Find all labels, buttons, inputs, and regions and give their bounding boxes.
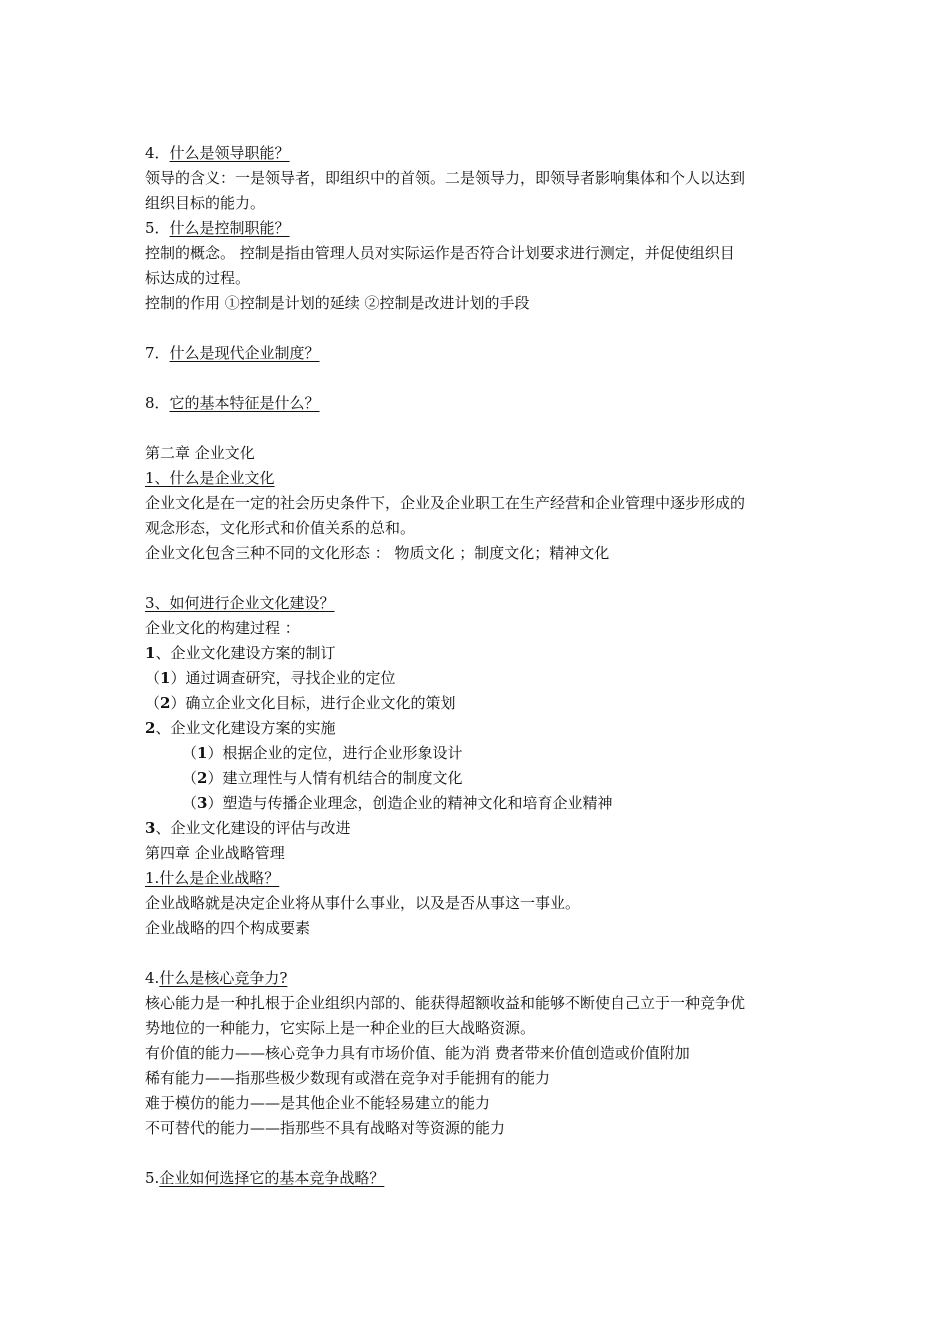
paragraph-line: 核心能力是一种扎根于企业组织内部的、能获得超额收益和能够不断使自己立于一种竞争优: [145, 994, 746, 1012]
question-7: 7．什么是现代企业制度？: [145, 344, 320, 362]
section-heading: 1.什么是企业战略？: [145, 869, 280, 887]
list-item: （1）通过调查研究，寻找企业的定位: [145, 669, 396, 687]
paragraph-line: 企业文化是在一定的社会历史条件下，企业及企业职工在生产经营和企业管理中逐步形成的: [145, 494, 746, 512]
paragraph-line: 难于模仿的能力——是其他企业不能轻易建立的能力: [145, 1094, 491, 1112]
question-4: 4．什么是领导职能？: [145, 144, 290, 162]
paragraph-line: 企业文化的构建过程 ：: [145, 619, 300, 637]
question-8: 8．它的基本特征是什么？: [145, 394, 320, 412]
paragraph-line: 有价值的能力——核心竞争力具有市场价值、能为消 费者带来价值创造或价值附加: [145, 1044, 690, 1062]
section-heading: 3、如何进行企业文化建设？: [145, 594, 335, 612]
list-item: （2）确立企业文化目标，进行企业文化的策划: [145, 694, 456, 712]
paragraph-line: 组织目标的能力。: [145, 194, 266, 212]
list-item: 1、企业文化建设方案的制订: [145, 644, 336, 662]
section-heading: 1、什么是企业文化: [145, 469, 275, 487]
list-item: （3）塑造与传播企业理念，创造企业的精神文化和培育企业精神: [182, 794, 613, 812]
paragraph-line: 企业战略的四个构成要素: [145, 919, 311, 937]
paragraph-line: 稀有能力——指那些极少数现有或潜在竞争对手能拥有的能力: [145, 1069, 551, 1087]
paragraph-line: 企业文化包含三种不同的文化形态 ： 物质文化 ；制度文化；精神文化: [145, 544, 610, 562]
chapter-heading: 第二章 企业文化: [145, 444, 255, 462]
question-5: 5．什么是控制职能？: [145, 219, 290, 237]
question-4-core: 4.什么是核心竞争力?: [145, 969, 288, 987]
chapter-heading: 第四章 企业战略管理: [145, 844, 285, 862]
paragraph-line: 企业战略就是决定企业将从事什么事业，以及是否从事这一事业。: [145, 894, 581, 912]
paragraph-line: 领导的含义：一是领导者，即组织中的首领。二是领导力，即领导者影响集体和个人以达到: [145, 169, 746, 187]
list-item: （2）建立理性与人情有机结合的制度文化: [182, 769, 463, 787]
paragraph-line: 控制的作用 ①控制是计划的延续 ②控制是改进计划的手段: [145, 294, 530, 312]
question-5-strategy: 5.企业如何选择它的基本竞争战略？: [145, 1169, 385, 1187]
paragraph-line: 观念形态，文化形式和价值关系的总和。: [145, 519, 416, 537]
paragraph-line: 势地位的一种能力，它实际上是一种企业的巨大战略资源。: [145, 1019, 536, 1037]
paragraph-line: 标达成的过程。: [145, 269, 251, 287]
list-item: 2、企业文化建设方案的实施: [145, 719, 336, 737]
paragraph-line: 控制的概念。 控制是指由管理人员对实际运作是否符合计划要求进行测定，并促使组织目: [145, 244, 735, 262]
list-item: 3、企业文化建设的评估与改进: [145, 819, 351, 837]
paragraph-line: 不可替代的能力——指那些不具有战略对等资源的能力: [145, 1119, 506, 1137]
list-item: （1）根据企业的定位，进行企业形象设计: [182, 744, 463, 762]
